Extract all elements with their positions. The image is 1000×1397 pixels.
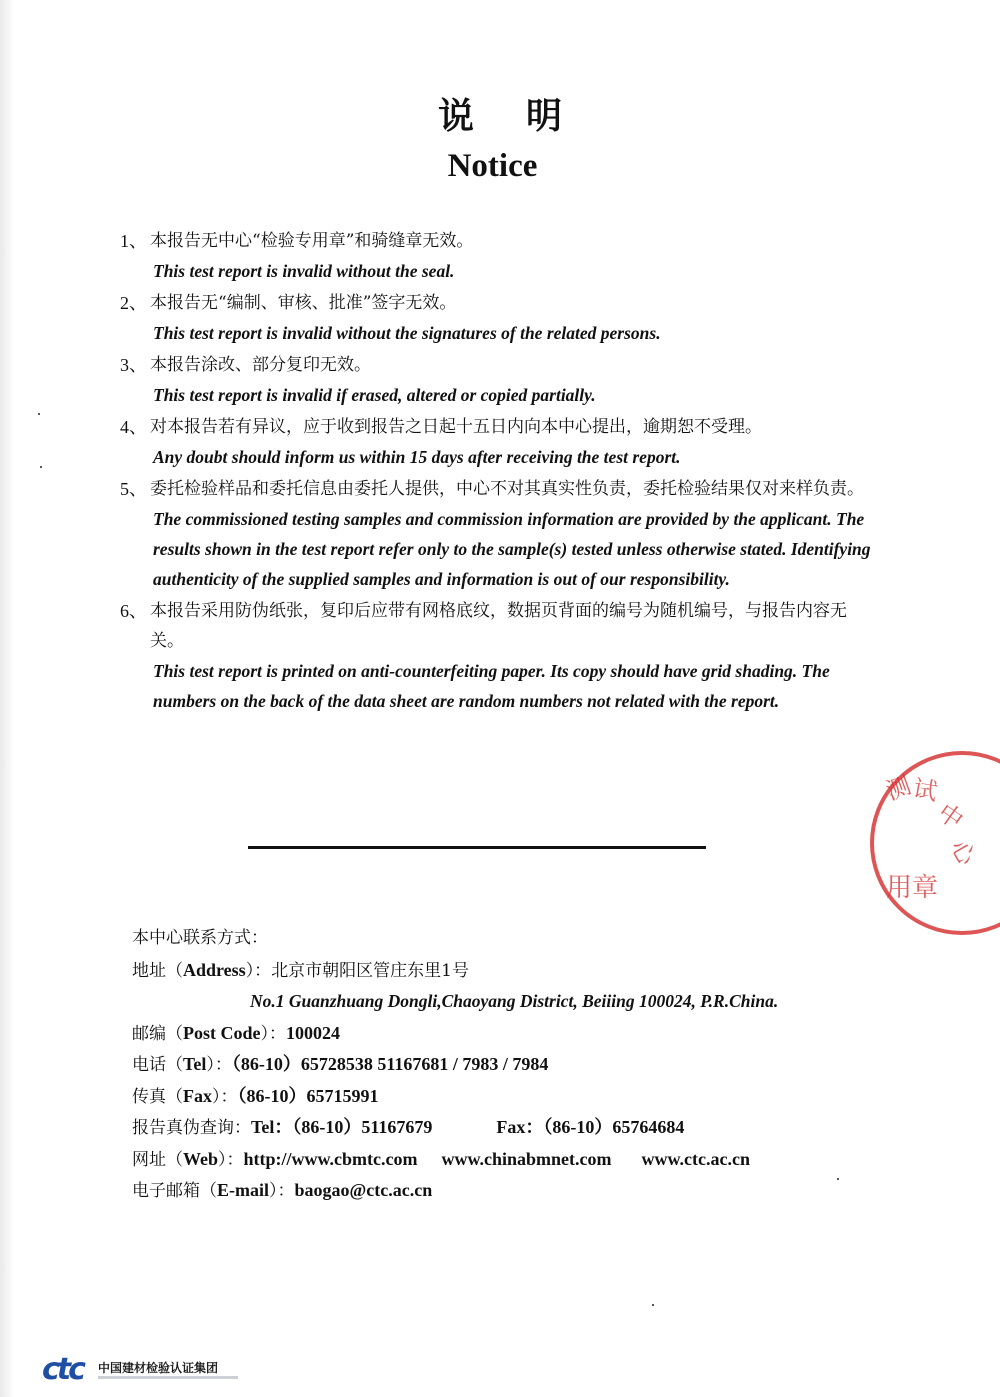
web-link-1[interactable]: http://www.cbmtc.com <box>243 1148 418 1169</box>
address-label-cn: 地址（ <box>132 960 183 981</box>
address-cn: 北京市朝阳区管庄东里1号 <box>271 960 470 981</box>
scan-speck <box>837 1178 839 1180</box>
notice-text-en: Any doubt should inform us within 15 days after receiving the test report. <box>153 447 681 467</box>
title-english: Notice <box>447 148 538 184</box>
notice-item-1 <box>120 226 880 286</box>
address-label-en: Address <box>183 959 246 980</box>
fax-value: （86-10）65715991 <box>237 1085 379 1106</box>
notice-text-cn: 本报告无中心“检验专用章”和骑缝章无效。 <box>150 231 474 251</box>
svg-text:试: 试 <box>910 774 940 807</box>
svg-text:中: 中 <box>932 797 969 835</box>
fax-label-en: Fax <box>183 1085 212 1106</box>
email-row <box>132 1175 892 1207</box>
scan-speck <box>40 466 42 468</box>
notice-number: 1、 <box>120 231 147 251</box>
web-row <box>132 1144 892 1176</box>
scan-speck <box>38 413 40 415</box>
web-link-2[interactable]: www.chinabmnet.com <box>441 1148 612 1169</box>
notice-text-en: The commissioned testing samples and commission information are provided by the applicant. The results shown in the test report refer only to the sample(s) tested unless otherwise stated. Identifying authenticity of the supplied samples and information is out of our responsibility. <box>153 509 871 589</box>
address-label-end: ）： <box>245 960 272 981</box>
verify-label: 报告真伪查询： <box>132 1118 251 1138</box>
post-label-cn: 邮编（ <box>132 1023 183 1044</box>
separator-line <box>248 846 706 849</box>
notice-number: 3、 <box>120 355 147 375</box>
verify-row <box>132 1112 892 1144</box>
tel-label-en: Tel <box>183 1054 207 1074</box>
email-label-en: E-mail <box>217 1180 269 1200</box>
footer-logo-subline <box>98 1376 238 1379</box>
notice-item-5 <box>120 474 880 594</box>
email-value[interactable]: baogao@ctc.ac.cn <box>294 1180 433 1200</box>
verify-fax: Fax：（86-10）65764684 <box>496 1117 685 1137</box>
notice-text-en: This test report is invalid without the seal. <box>153 261 455 281</box>
tel-value: （86-10）65728538 51167681 / 7983 / 7984 <box>231 1054 549 1074</box>
notice-text-cn: 本报告无“编制、审核、批准”签字无效。 <box>150 293 457 313</box>
notice-item-3 <box>120 350 880 410</box>
notice-text-cn: 本报告涂改、部分复印无效。 <box>150 355 371 375</box>
email-label-cn: 电子邮箱（ <box>132 1181 217 1201</box>
post-code-value: 100024 <box>286 1022 340 1043</box>
svg-text:ctc: ctc <box>42 1355 83 1385</box>
fax-label-cn: 传真（ <box>132 1086 183 1107</box>
tel-label-end: ）： <box>206 1055 232 1075</box>
contact-heading: 本中心联系方式： <box>132 928 268 948</box>
fax-row <box>132 1081 892 1113</box>
post-label-en: Post Code <box>183 1022 261 1043</box>
scan-edge-shadow <box>0 0 14 1397</box>
notice-item-4 <box>120 412 880 472</box>
email-label-end: ）： <box>269 1181 295 1201</box>
notice-item-6 <box>120 596 880 716</box>
web-label-end: ）： <box>218 1149 244 1170</box>
notice-text-en: This test report is invalid if erased, altered or copied partially. <box>153 385 596 405</box>
notice-text-en: This test report is invalid without the signatures of the related persons. <box>153 323 661 343</box>
contact-section <box>132 923 892 1207</box>
web-label-en: Web <box>183 1148 219 1169</box>
tel-label-cn: 电话（ <box>132 1055 183 1075</box>
notice-number: 6、 <box>120 601 147 621</box>
fax-label-end: ）： <box>212 1086 238 1107</box>
svg-text:心: 心 <box>944 835 982 870</box>
notice-number: 4、 <box>120 417 147 437</box>
footer-logo-text: 中国建材检验认证集团 <box>98 1361 219 1375</box>
address-en-row <box>132 986 892 1018</box>
verify-tel: Tel：（86-10）51167679 <box>251 1117 433 1137</box>
post-label-end: ）： <box>260 1023 286 1044</box>
web-label-cn: 网址（ <box>132 1149 183 1170</box>
notice-list <box>120 226 880 718</box>
web-link-3[interactable]: www.ctc.ac.cn <box>641 1148 750 1169</box>
scan-speck <box>652 1304 654 1306</box>
notice-number: 2、 <box>120 293 147 313</box>
seal-stamp <box>862 748 1000 938</box>
notice-item-2 <box>120 288 880 348</box>
svg-text:用章: 用章 <box>886 873 939 903</box>
address-row <box>132 955 892 987</box>
post-code-row <box>132 1018 892 1050</box>
notice-text-cn: 委托检验样品和委托信息由委托人提供，中心不对其真实性负责，委托检验结果仅对来样负责。 <box>150 479 864 499</box>
title-chinese: 说明 <box>437 95 614 137</box>
notice-text-en: This test report is printed on anti-counterfeiting paper. Its copy should have grid shading. The numbers on the back of the data sheet are random numbers not related with the report. <box>153 661 830 711</box>
address-en: No.1 Guanzhuang Dongli,Chaoyang District, Beiiing 100024, P.R.China. <box>250 991 779 1011</box>
notice-number: 5、 <box>120 479 147 499</box>
tel-row <box>132 1049 892 1081</box>
notice-text-cn: 本报告采用防伪纸张，复印后应带有网格底纹，数据页背面的编号为随机编号，与报告内容无关。 <box>150 601 847 651</box>
notice-text-cn: 对本报告若有异议，应于收到报告之日起十五日内向本中心提出，逾期恕不受理。 <box>150 417 762 437</box>
svg-text:测: 测 <box>882 771 915 806</box>
